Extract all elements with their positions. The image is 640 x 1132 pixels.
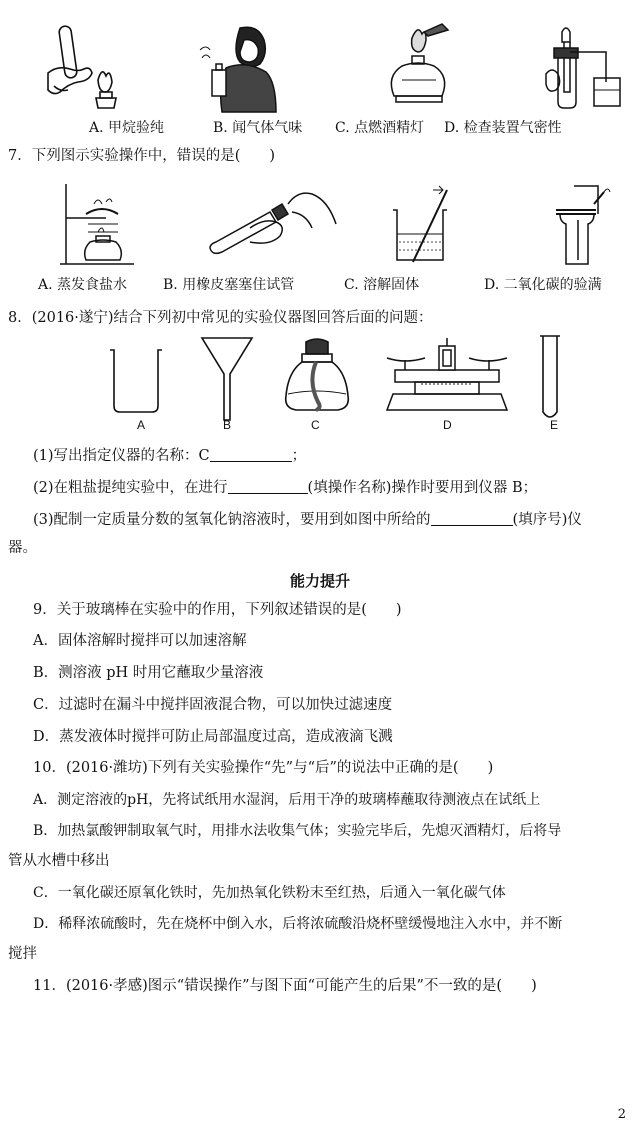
q9-option-a: A．固体溶解时搅拌可以加速溶解: [33, 633, 247, 649]
q8-stem: 8．(2016·遂宁)结合下列初中常见的实验仪器图回答后面的问题：: [8, 310, 433, 326]
section-title: 能力提升: [289, 572, 350, 590]
lighting-alcohol-lamp-illustration: [372, 18, 462, 113]
beaker-a-illustration: [106, 346, 166, 416]
q7-caption-c: C. 溶解固体: [344, 277, 420, 293]
q6-caption-a: A. 甲烷验纯: [89, 120, 165, 136]
test-tube-e-illustration: [538, 334, 562, 422]
balance-d-illustration: [385, 338, 509, 418]
q8-sub2-blank[interactable]: [228, 479, 308, 494]
q8-sub3: [0, 510, 640, 530]
q10-option-d-cont: 搅拌: [8, 946, 37, 962]
q8-label-d: D: [443, 418, 452, 432]
q6-figure-row: [0, 18, 640, 114]
q8-sub1-end: ；: [291, 448, 307, 464]
page-number: 2: [617, 1107, 626, 1122]
q6-caption-d: D. 检查装置气密性: [444, 120, 562, 136]
q8-label-a: A: [137, 418, 146, 432]
co2-fullness-test-illustration: [548, 180, 618, 270]
q10-option-c: C．一氧化碳还原氧化铁时，先加热氧化铁粉末至红热，后通入一氧化碳气体: [33, 885, 506, 901]
alcohol-lamp-c-illustration: [282, 338, 352, 422]
q8-label-e: E: [550, 418, 559, 432]
q8-sub2-text-b: (填操作名称)操作时要用到仪器 B；: [307, 480, 538, 496]
q8-sub1: [0, 446, 640, 466]
q9-stem: 9．关于玻璃棒在实验中的作用，下列叙述错误的是( ): [33, 602, 402, 618]
q9-option-d: D．蒸发液体时搅拌可防止局部温度过高，造成液滴飞溅: [33, 729, 393, 745]
q8-sub3-text-a: (3)配制一定质量分数的氢氧化钠溶液时，要用到如图中所给的: [33, 512, 431, 528]
q10-option-b-cont: 管从水槽中移出: [8, 853, 110, 869]
q10-stem: 10．(2016·潍坊)下列有关实验操作“先”与“后”的说法中正确的是( ): [33, 760, 494, 776]
q8-sub3-blank[interactable]: [431, 511, 513, 526]
q7-stem: 7．下列图示实验操作中，错误的是( ): [8, 148, 276, 164]
q9-option-b: B．测溶液 pH 时用它蘸取少量溶液: [33, 665, 264, 681]
q8-sub2-text-a: (2)在粗盐提纯实验中，在进行: [33, 480, 228, 496]
q11-stem: 11．(2016·孝感)图示“错误操作”与图下面“可能产生的后果”不一致的是( ): [33, 978, 537, 994]
q7-figure-row: [0, 180, 640, 270]
q10-option-d: D．稀释浓硫酸时，先在烧杯中倒入水，后将浓硫酸沿烧杯壁缓慢地注入水中，并不断: [33, 916, 563, 932]
methane-purity-test-illustration: [40, 18, 130, 113]
q9-option-c: C．过滤时在漏斗中搅拌固液混合物，可以加快过滤速度: [33, 697, 393, 713]
q6-caption-b: B. 闻气体气味: [213, 120, 303, 136]
q10-option-b: B．加热氯酸钾制取氧气时，用排水法收集气体；实验完毕后，先熄灭酒精灯，后将导: [33, 823, 562, 839]
q8-sub2: [0, 478, 640, 498]
q6-caption-c: C. 点燃酒精灯: [335, 120, 425, 136]
q10-option-a: A．测定溶液的pH，先将试纸用水湿润，后用干净的玻璃棒蘸取待测液点在试纸上: [33, 792, 541, 808]
stoppering-test-tube-illustration: [210, 180, 340, 270]
q8-label-c: C: [311, 418, 320, 432]
smelling-gas-illustration: [192, 18, 282, 113]
airtightness-check-illustration: [536, 18, 626, 113]
q7-caption-d: D. 二氧化碳的验满: [484, 277, 602, 293]
q7-caption-b: B. 用橡皮塞塞住试管: [163, 277, 295, 293]
funnel-b-illustration: [200, 336, 254, 422]
dissolving-solid-illustration: [385, 180, 465, 270]
evaporating-salt-water-illustration: [58, 180, 138, 270]
q7-caption-a: A. 蒸发食盐水: [38, 277, 128, 293]
q8-label-b: B: [223, 418, 232, 432]
q8-sub3-cont: 器。: [8, 540, 37, 556]
q8-sub3-text-b: (填序号)仪: [512, 512, 582, 528]
q8-sub1-text: (1)写出指定仪器的名称：C: [33, 448, 210, 464]
q8-sub1-blank[interactable]: [210, 447, 292, 462]
q8-figure-row: [0, 332, 640, 440]
